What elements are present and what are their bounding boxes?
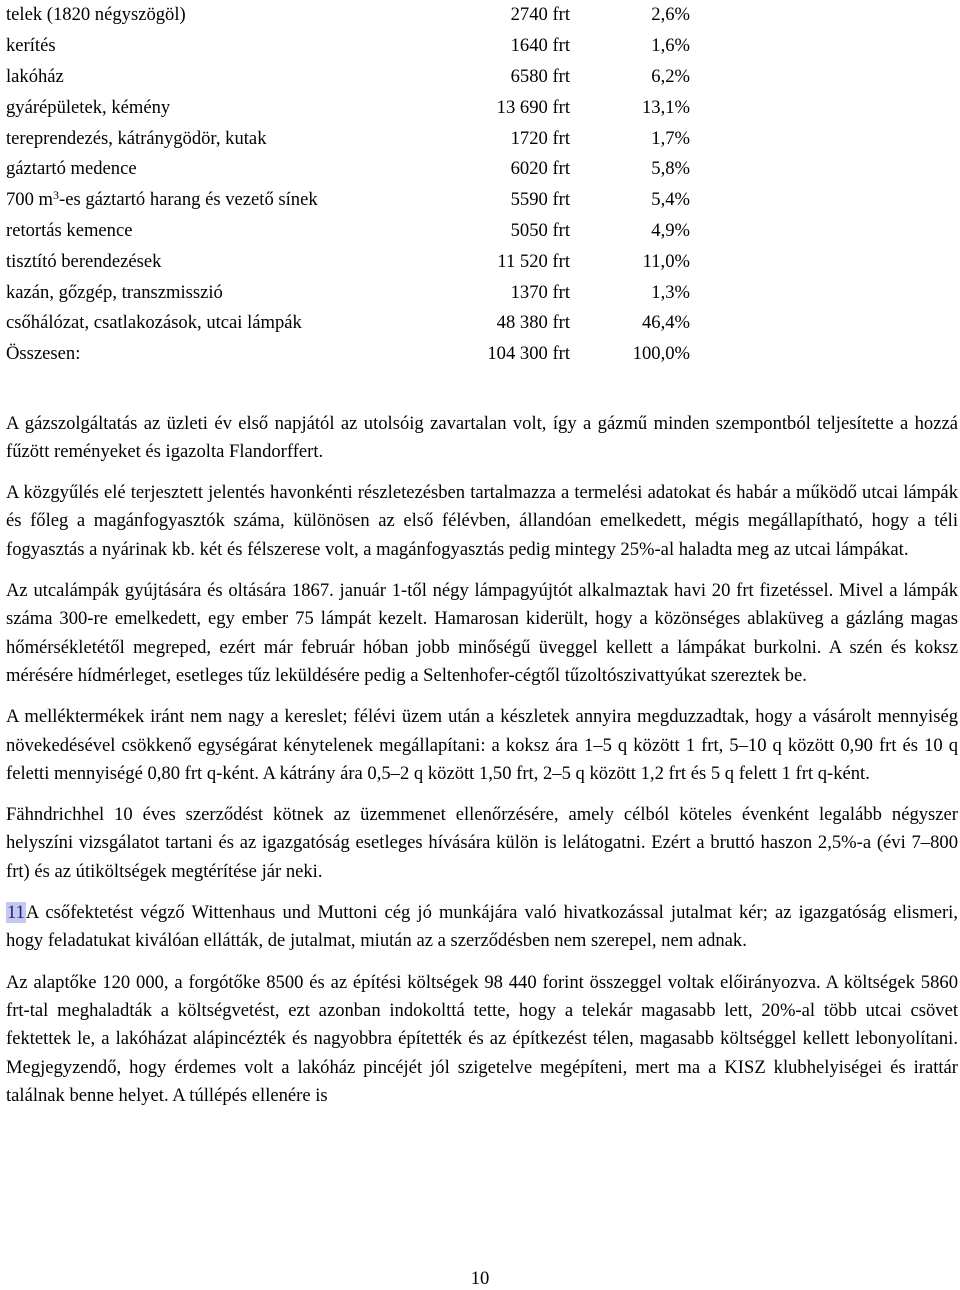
document-page <box>6 0 958 1123</box>
paragraph: A közgyűlés elé terjesztett jelentés havonkénti részletezésben tartalmazza a termelési adatokat és habár a működő utcai lámpák és főleg a magánfogyasztók száma, különösen az első félévben, állandóan emelkedett, mégis megállapítható, hogy a téli fogyasztás a nyárinak kb. két és félszerese volt, a magánfogyasztás pedig mintegy 25%-al haladta meg az utcai lámpákat. <box>6 482 958 560</box>
cost-item-suffix: -es gáztartó harang és vezető sínek <box>59 189 318 211</box>
cost-amount: 13 690 frt <box>496 96 570 118</box>
total-amount: 104 300 frt <box>487 343 570 365</box>
table-row <box>6 31 690 62</box>
cost-percent: 6,2% <box>651 65 690 87</box>
superscript-exponent: 3 <box>53 188 60 203</box>
cost-amount: 6020 frt <box>510 158 570 180</box>
body-text <box>6 410 958 1111</box>
table-row <box>6 123 690 154</box>
cost-percent: 11,0% <box>642 250 690 272</box>
cost-amount: 1640 frt <box>510 35 570 57</box>
cost-item <box>6 185 446 216</box>
table-row <box>6 308 690 339</box>
cost-item: telek (1820 négyszögöl) <box>6 4 186 26</box>
cost-table <box>6 0 690 370</box>
paragraph-text: A csőfektetést végző Wittenhaus und Muttoni cég jó munkájára való hivatkozással jutalmat kér; az igazgatóság elismeri, hogy feladatukat kiválóan ellátták, de jutalmat, miután az a szerződésben nem szerepel, nem adnak. <box>6 902 958 952</box>
cost-item: gyárépületek, kémény <box>6 96 171 118</box>
table-row <box>6 154 690 185</box>
table-row <box>6 92 690 123</box>
cost-item-prefix: 700 m <box>6 189 54 211</box>
cost-amount: 11 520 frt <box>497 250 570 272</box>
table-row <box>6 0 690 31</box>
table-row <box>6 277 690 308</box>
cost-percent: 1,6% <box>651 35 690 57</box>
cost-amount: 2740 frt <box>510 4 570 26</box>
cost-percent: 5,4% <box>651 189 690 211</box>
paragraph-with-footnote <box>6 899 958 956</box>
table-row <box>6 185 690 216</box>
cost-item: csőhálózat, csatlakozások, utcai lámpák <box>6 312 302 334</box>
cost-percent: 13,1% <box>641 96 690 118</box>
cost-percent: 1,7% <box>651 127 690 149</box>
cost-amount: 5590 frt <box>510 189 570 211</box>
total-percent: 100,0% <box>632 343 690 365</box>
cost-amount: 48 380 frt <box>496 312 570 334</box>
cost-amount: 6580 frt <box>510 65 570 87</box>
table-row <box>6 246 690 277</box>
cost-item: retortás kemence <box>6 219 133 241</box>
cost-item: gáztartó medence <box>6 158 137 180</box>
cost-percent: 1,3% <box>651 281 690 303</box>
cost-amount: 5050 frt <box>510 219 570 241</box>
table-row <box>6 62 690 93</box>
cost-item: kazán, gőzgép, transzmisszió <box>6 281 223 303</box>
paragraph: A melléktermékek iránt nem nagy a kereslet; félévi üzem után a készletek annyira megduzzadtak, hogy a vásárolt mennyiség növekedésével csökkenő egységárat kénytelenek megállapítani: a koksz ára 1–5 q között 1 frt, 5–10 q között 0,90 frt és 10 q feletti mennyiségé 0,80 frt q-ként. A kátrány ára 0,5–2 q között 1,50 frt, 2–5 q között 1,2 frt és 5 q felett 1 frt q-ként. <box>6 706 958 784</box>
cost-item: tisztító berendezések <box>6 250 162 272</box>
footnote-marker-link[interactable]: 11 <box>7 902 25 924</box>
cost-percent: 46,4% <box>641 312 690 334</box>
cost-percent: 4,9% <box>651 219 690 241</box>
cost-item: tereprendezés, kátránygödör, kutak <box>6 127 267 149</box>
cost-item: lakóház <box>6 65 64 87</box>
paragraph: A gázszolgáltatás az üzleti év első napjától az utolsóig zavartalan volt, így a gázmű minden szempontból teljesítette a hozzá fűzött reményeket és igazolta Flandorffert. <box>6 412 958 462</box>
paragraph: Fähndrichhel 10 éves szerződést kötnek az üzemmenet ellenőrzésére, amely célból köteles évenként legalább négyszer helyszíni vizsgálatot tartani és az igazgatóság esetleges hívására külön is lelátogatni. Ezért a bruttó haszon 2,5%-a (évi 7–800 frt) és az útiköltségek megtérítése jár neki. <box>6 804 958 882</box>
cost-item: kerítés <box>6 35 56 57</box>
table-total-row <box>6 339 690 370</box>
total-label: Összesen: <box>6 343 81 365</box>
cost-percent: 2,6% <box>651 4 690 26</box>
page-number: 10 <box>470 1268 490 1289</box>
cost-amount: 1720 frt <box>510 127 570 149</box>
paragraph: Az utcalámpák gyújtására és oltására 1867. január 1-től négy lámpagyújtót alkalmaztak havi 20 frt fizetéssel. Mivel a lámpák száma 300-re emelkedett, egy ember 75 lámpát kezelt. Hamarosan kiderült, hogy a közönséges ablaküveg a gázláng magas hőmérsékletétől megreped, ezért már február hóban jobb minőségű üveggel kellett a lámpákat burkolni. A szén és koksz mérésére hídmérleget, esetleges tűz leküldésére pedig a Seltenhofer-cégtől tűzoltószivattyúkat szereztek be. <box>6 580 958 686</box>
paragraph: Az alaptőke 120 000, a forgótőke 8500 és az építési költségek 98 440 forint összeggel voltak előirányozva. A költségek 5860 frt-tal meghaladták a költségvetést, ezt azonban indokolttá tette, hogy a telekár magasabb lett, 20%-al több utcai csövet fektettek le, a lakóházat alápincézték és nagyobbra építették és az építkezést télen, magasabb költséggel kellett lebonyolítani. Megjegyzendő, hogy érdemes volt a lakóház pincéjét jól szigetelve megépíteni, mert ma a KISZ klubhelyiségei és irattár találnak benne helyet. A túllépés ellenére is <box>6 971 958 1106</box>
table-row <box>6 216 690 247</box>
cost-percent: 5,8% <box>651 158 690 180</box>
cost-amount: 1370 frt <box>510 281 570 303</box>
